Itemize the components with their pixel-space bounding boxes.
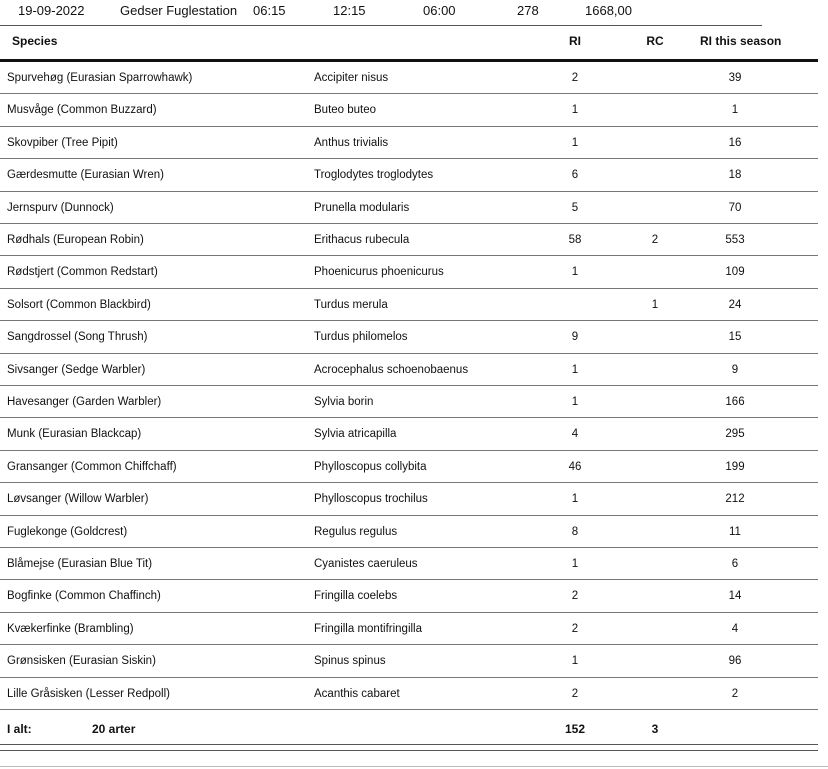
species-name: Rødhals (European Robin) — [7, 234, 144, 246]
species-name: Gærdesmutte (Eurasian Wren) — [7, 169, 165, 182]
ri-season-value: 18 — [728, 169, 742, 182]
header-end-time: 12:15 — [333, 3, 366, 18]
table-row — [0, 386, 828, 418]
ri-value: 1 — [571, 655, 579, 668]
header-value2: 1668,00 — [585, 3, 632, 18]
table-row — [0, 321, 828, 353]
scientific-name: Acanthis cabaret — [314, 687, 400, 700]
scientific-name: Erithacus rubecula — [314, 234, 410, 246]
table-row — [0, 192, 828, 224]
scientific-name: Anthus trivialis — [314, 136, 389, 149]
table-row — [0, 580, 828, 612]
rc-value: 2 — [651, 234, 659, 246]
ri-season-value: 4 — [731, 622, 739, 635]
ri-value: 5 — [571, 201, 579, 214]
species-name: Gransanger (Common Chiffchaff) — [7, 460, 177, 473]
ri-season-value: 199 — [725, 460, 745, 473]
table-row — [0, 516, 828, 548]
ri-value: 1 — [571, 266, 579, 279]
scientific-name: Phylloscopus trochilus — [314, 493, 428, 506]
table-row — [0, 127, 828, 159]
ri-value: 6 — [571, 169, 579, 182]
scientific-name: Fringilla coelebs — [314, 590, 398, 603]
species-name: Rødstjert (Common Redstart) — [7, 266, 158, 279]
header-divider — [0, 25, 762, 26]
ri-season-value: 16 — [728, 136, 742, 149]
ri-season-value: 553 — [725, 234, 745, 246]
header-start-time: 06:15 — [253, 3, 286, 18]
table-row — [0, 94, 828, 126]
species-name: Jernspurv (Dunnock) — [7, 201, 114, 214]
species-name: Spurvehøg (Eurasian Sparrowhawk) — [7, 72, 193, 84]
col-rc: RC — [646, 34, 664, 48]
scientific-name: Fringilla montifringilla — [314, 622, 423, 635]
header-date: 19-09-2022 — [18, 3, 85, 18]
table-row — [0, 354, 828, 386]
header-duration: 06:00 — [423, 3, 456, 18]
species-name: Fuglekonge (Goldcrest) — [7, 525, 128, 538]
ri-value: 2 — [571, 590, 579, 603]
table-row — [0, 62, 828, 94]
ri-season-value: 166 — [725, 396, 745, 408]
ri-season-value: 212 — [725, 493, 745, 506]
ri-season-value: 39 — [728, 72, 742, 84]
table-row — [0, 289, 828, 321]
col-species: Species — [12, 34, 58, 48]
ri-value: 58 — [568, 234, 582, 246]
scientific-name: Troglodytes troglodytes — [314, 169, 434, 182]
report-header — [0, 0, 828, 22]
scientific-name: Phoenicurus phoenicurus — [314, 266, 444, 279]
total-label: I alt: — [7, 722, 32, 736]
header-station: Gedser Fuglestation — [120, 3, 238, 18]
col-ri: RI — [569, 34, 581, 48]
table-row — [0, 678, 828, 710]
ri-value: 1 — [571, 396, 579, 408]
ri-season-value: 9 — [731, 363, 739, 376]
scientific-name: Accipiter nisus — [314, 72, 389, 84]
ri-season-value: 70 — [728, 201, 742, 214]
table-row — [0, 418, 828, 450]
row-divider — [0, 709, 818, 710]
scientific-name: Cyanistes caeruleus — [314, 558, 418, 570]
scientific-name: Acrocephalus schoenobaenus — [314, 363, 469, 376]
col-ri-season: RI this season — [700, 34, 782, 48]
ri-value: 2 — [571, 72, 579, 84]
ri-season-value: 11 — [729, 525, 741, 538]
species-name: Sangdrossel (Song Thrush) — [7, 331, 148, 344]
scientific-name: Buteo buteo — [314, 104, 377, 117]
scientific-name: Spinus spinus — [314, 655, 386, 668]
table-row — [0, 451, 828, 483]
table-row — [0, 256, 828, 288]
ri-season-value: 1 — [731, 104, 739, 117]
species-name: Havesanger (Garden Warbler) — [7, 396, 162, 408]
ri-season-value: 295 — [725, 428, 745, 441]
ri-value: 1 — [571, 493, 579, 506]
scientific-name: Regulus regulus — [314, 525, 398, 538]
scientific-name: Sylvia atricapilla — [314, 428, 397, 441]
ri-value: 1 — [571, 136, 579, 149]
species-name: Løvsanger (Willow Warbler) — [7, 493, 149, 506]
table-row — [0, 548, 828, 580]
species-name: Blåmejse (Eurasian Blue Tit) — [7, 558, 153, 570]
ri-value: 8 — [571, 525, 579, 538]
species-name: Skovpiber (Tree Pipit) — [7, 136, 118, 149]
table-row — [0, 645, 828, 677]
table-row — [0, 483, 828, 515]
page-bottom-rule — [0, 766, 828, 767]
ri-value: 1 — [571, 558, 579, 570]
ri-value: 2 — [571, 687, 579, 700]
rc-value: 1 — [651, 298, 659, 311]
table-row — [0, 159, 828, 191]
ri-season-value: 15 — [728, 331, 742, 344]
species-name: Munk (Eurasian Blackcap) — [7, 428, 142, 441]
ri-value: 1 — [571, 104, 579, 117]
scientific-name: Prunella modularis — [314, 201, 410, 214]
ri-value: 2 — [571, 622, 579, 635]
total-species-count: 20 arter — [92, 722, 136, 736]
ri-value: 4 — [571, 428, 579, 441]
total-ri: 152 — [564, 722, 586, 736]
scientific-name: Turdus philomelos — [314, 331, 408, 344]
footer-rule-1 — [0, 744, 818, 745]
ri-value: 1 — [571, 363, 579, 376]
scientific-name: Turdus merula — [314, 298, 388, 311]
species-name: Grønsisken (Eurasian Siskin) — [7, 655, 156, 668]
ri-season-value: 2 — [731, 687, 739, 700]
table-row — [0, 224, 828, 256]
header-value1: 278 — [517, 3, 539, 18]
ri-season-value: 14 — [728, 590, 742, 603]
species-name: Solsort (Common Blackbird) — [7, 298, 151, 311]
species-name: Musvåge (Common Buzzard) — [7, 104, 157, 117]
ri-season-value: 96 — [728, 655, 742, 668]
ri-value: 9 — [571, 331, 579, 344]
species-name: Bogfinke (Common Chaffinch) — [7, 590, 161, 603]
table-header — [0, 28, 828, 56]
total-row — [0, 714, 828, 744]
table-row — [0, 613, 828, 645]
species-name: Kvækerfinke (Brambling) — [7, 622, 134, 635]
scientific-name: Phylloscopus collybita — [314, 460, 427, 473]
species-name: Lille Gråsisken (Lesser Redpoll) — [7, 687, 170, 700]
ri-season-value: 6 — [731, 558, 739, 570]
ri-season-value: 24 — [728, 298, 742, 311]
ri-value: 46 — [568, 460, 582, 473]
footer-rule-2 — [0, 750, 818, 751]
scientific-name: Sylvia borin — [314, 396, 374, 408]
ri-season-value: 109 — [725, 266, 745, 279]
total-rc: 3 — [651, 722, 659, 736]
species-name: Sivsanger (Sedge Warbler) — [7, 363, 146, 376]
